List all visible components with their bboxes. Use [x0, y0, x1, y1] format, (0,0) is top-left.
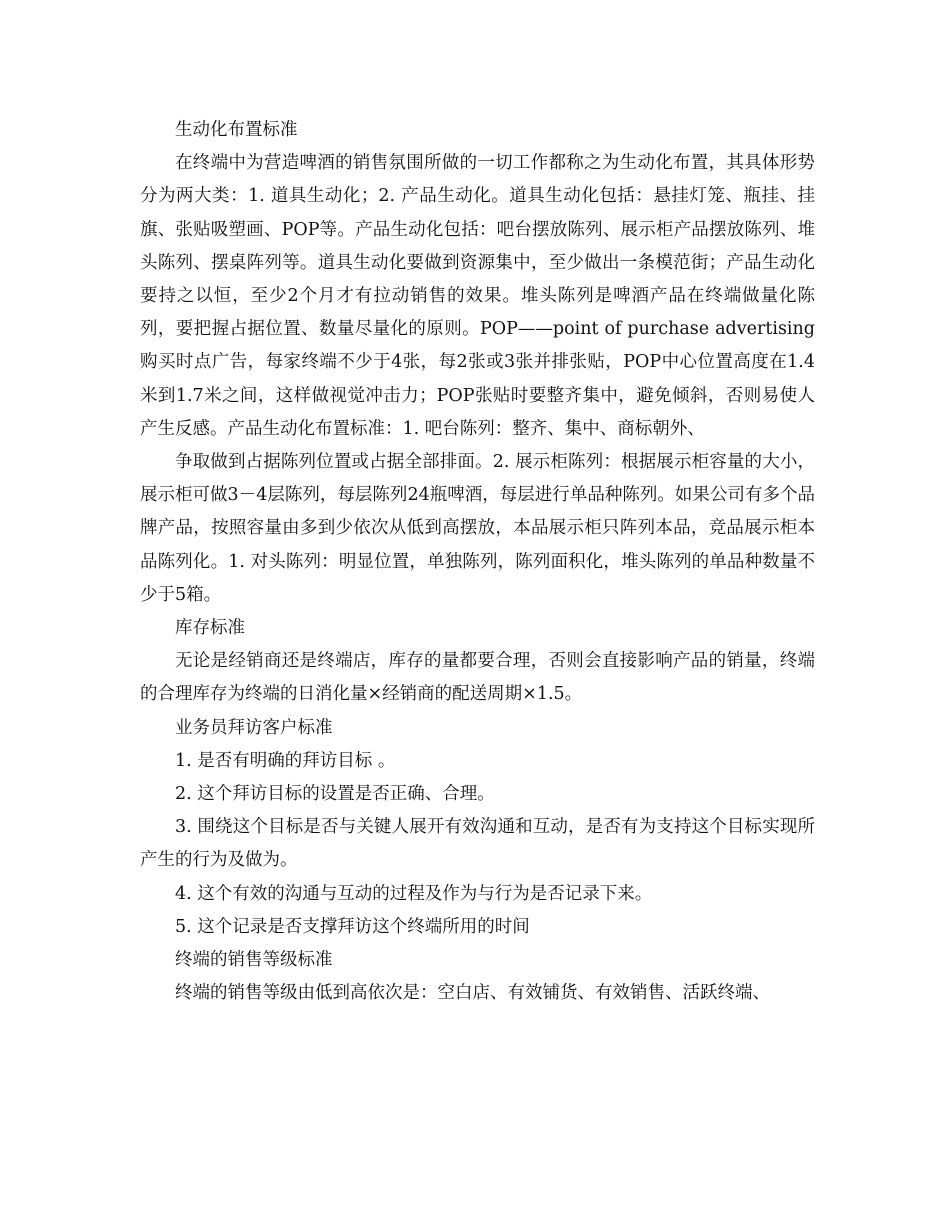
section-heading-visit-standards: 业务员拜访客户标准 [175, 717, 333, 738]
paragraph-inventory: 无论是经销商还是终端店，库存的量都要合理，否则会直接影响产品的销量，终端的合理库存为终端的日消化量×经销商的配送周期×1.5。 [140, 651, 815, 705]
paragraph-sales-level: 终端的销售等级由低到高依次是：空白店、有效铺货、有效销售、活跃终端、 [175, 983, 770, 1004]
section-heading-sales-level-standards: 终端的销售等级标准 [175, 950, 333, 971]
list-item: 3. 围绕这个目标是否与关键人展开有效沟通和互动，是否有为支持这个目标实现所产生的行为及做为。 [140, 817, 815, 871]
list-item: 5. 这个记录是否支撑拜访这个终端所用的时间 [175, 916, 530, 937]
paragraph-display-cabinet: 争取做到占据陈列位置或占据全部排面。2. 展示柜陈列：根据展示柜容量的大小，展示柜可做3－4层陈列，每层陈列24瓶啤酒，每层进行单品种陈列。如果公司有多个品牌产品，按照容量由多到少依次从低到高摆放，本品展示柜只阵列本品，竞品展示柜本品陈列化。1. 对头陈列：明显位置，单独陈列，陈列面积化，堆头陈列的单品种数量不少于5箱。 [140, 452, 815, 605]
list-item: 2. 这个拜访目标的设置是否正确、合理。 [175, 784, 495, 805]
list-item: 4. 这个有效的沟通与互动的过程及作为与行为是否记录下来。 [175, 883, 653, 904]
section-heading-display-standards: 生动化布置标准 [175, 120, 298, 140]
paragraph-display-overview: 在终端中为营造啤酒的销售氛围所做的一切工作都称之为生动化布置，其具体形势分为两大类：1. 道具生动化；2. 产品生动化。道具生动化包括：悬挂灯笼、瓶挂、挂旗、张贴吸塑画、POP等。产品生动化包括：吧台摆放陈列、展示柜产品摆放陈列、堆头陈列、摆桌阵列等。道具生动化要做到资源集中，至少做出一条模范街；产品生动化要持之以恒，至少2个月才有拉动销售的效果。堆头陈列是啤酒产品在终端做量化陈列，要把握占据位置、数量尽量化的原则。POP——point of purchase advertising 购买时点广告，每家终端不少于4张，每2张或3张并排张贴，POP中心位置高度在1.4米到1.7米之间，这样做视觉冲击力；POP张贴时要整齐集中，避免倾斜，否则易使人产生反感。产品生动化布置标准：1. 吧台陈列：整齐、集中、商标朝外、 [140, 153, 815, 439]
document-body [140, 114, 815, 1010]
section-heading-inventory-standards: 库存标准 [175, 618, 245, 639]
list-item: 1. 是否有明确的拜访目标 。 [175, 750, 396, 771]
